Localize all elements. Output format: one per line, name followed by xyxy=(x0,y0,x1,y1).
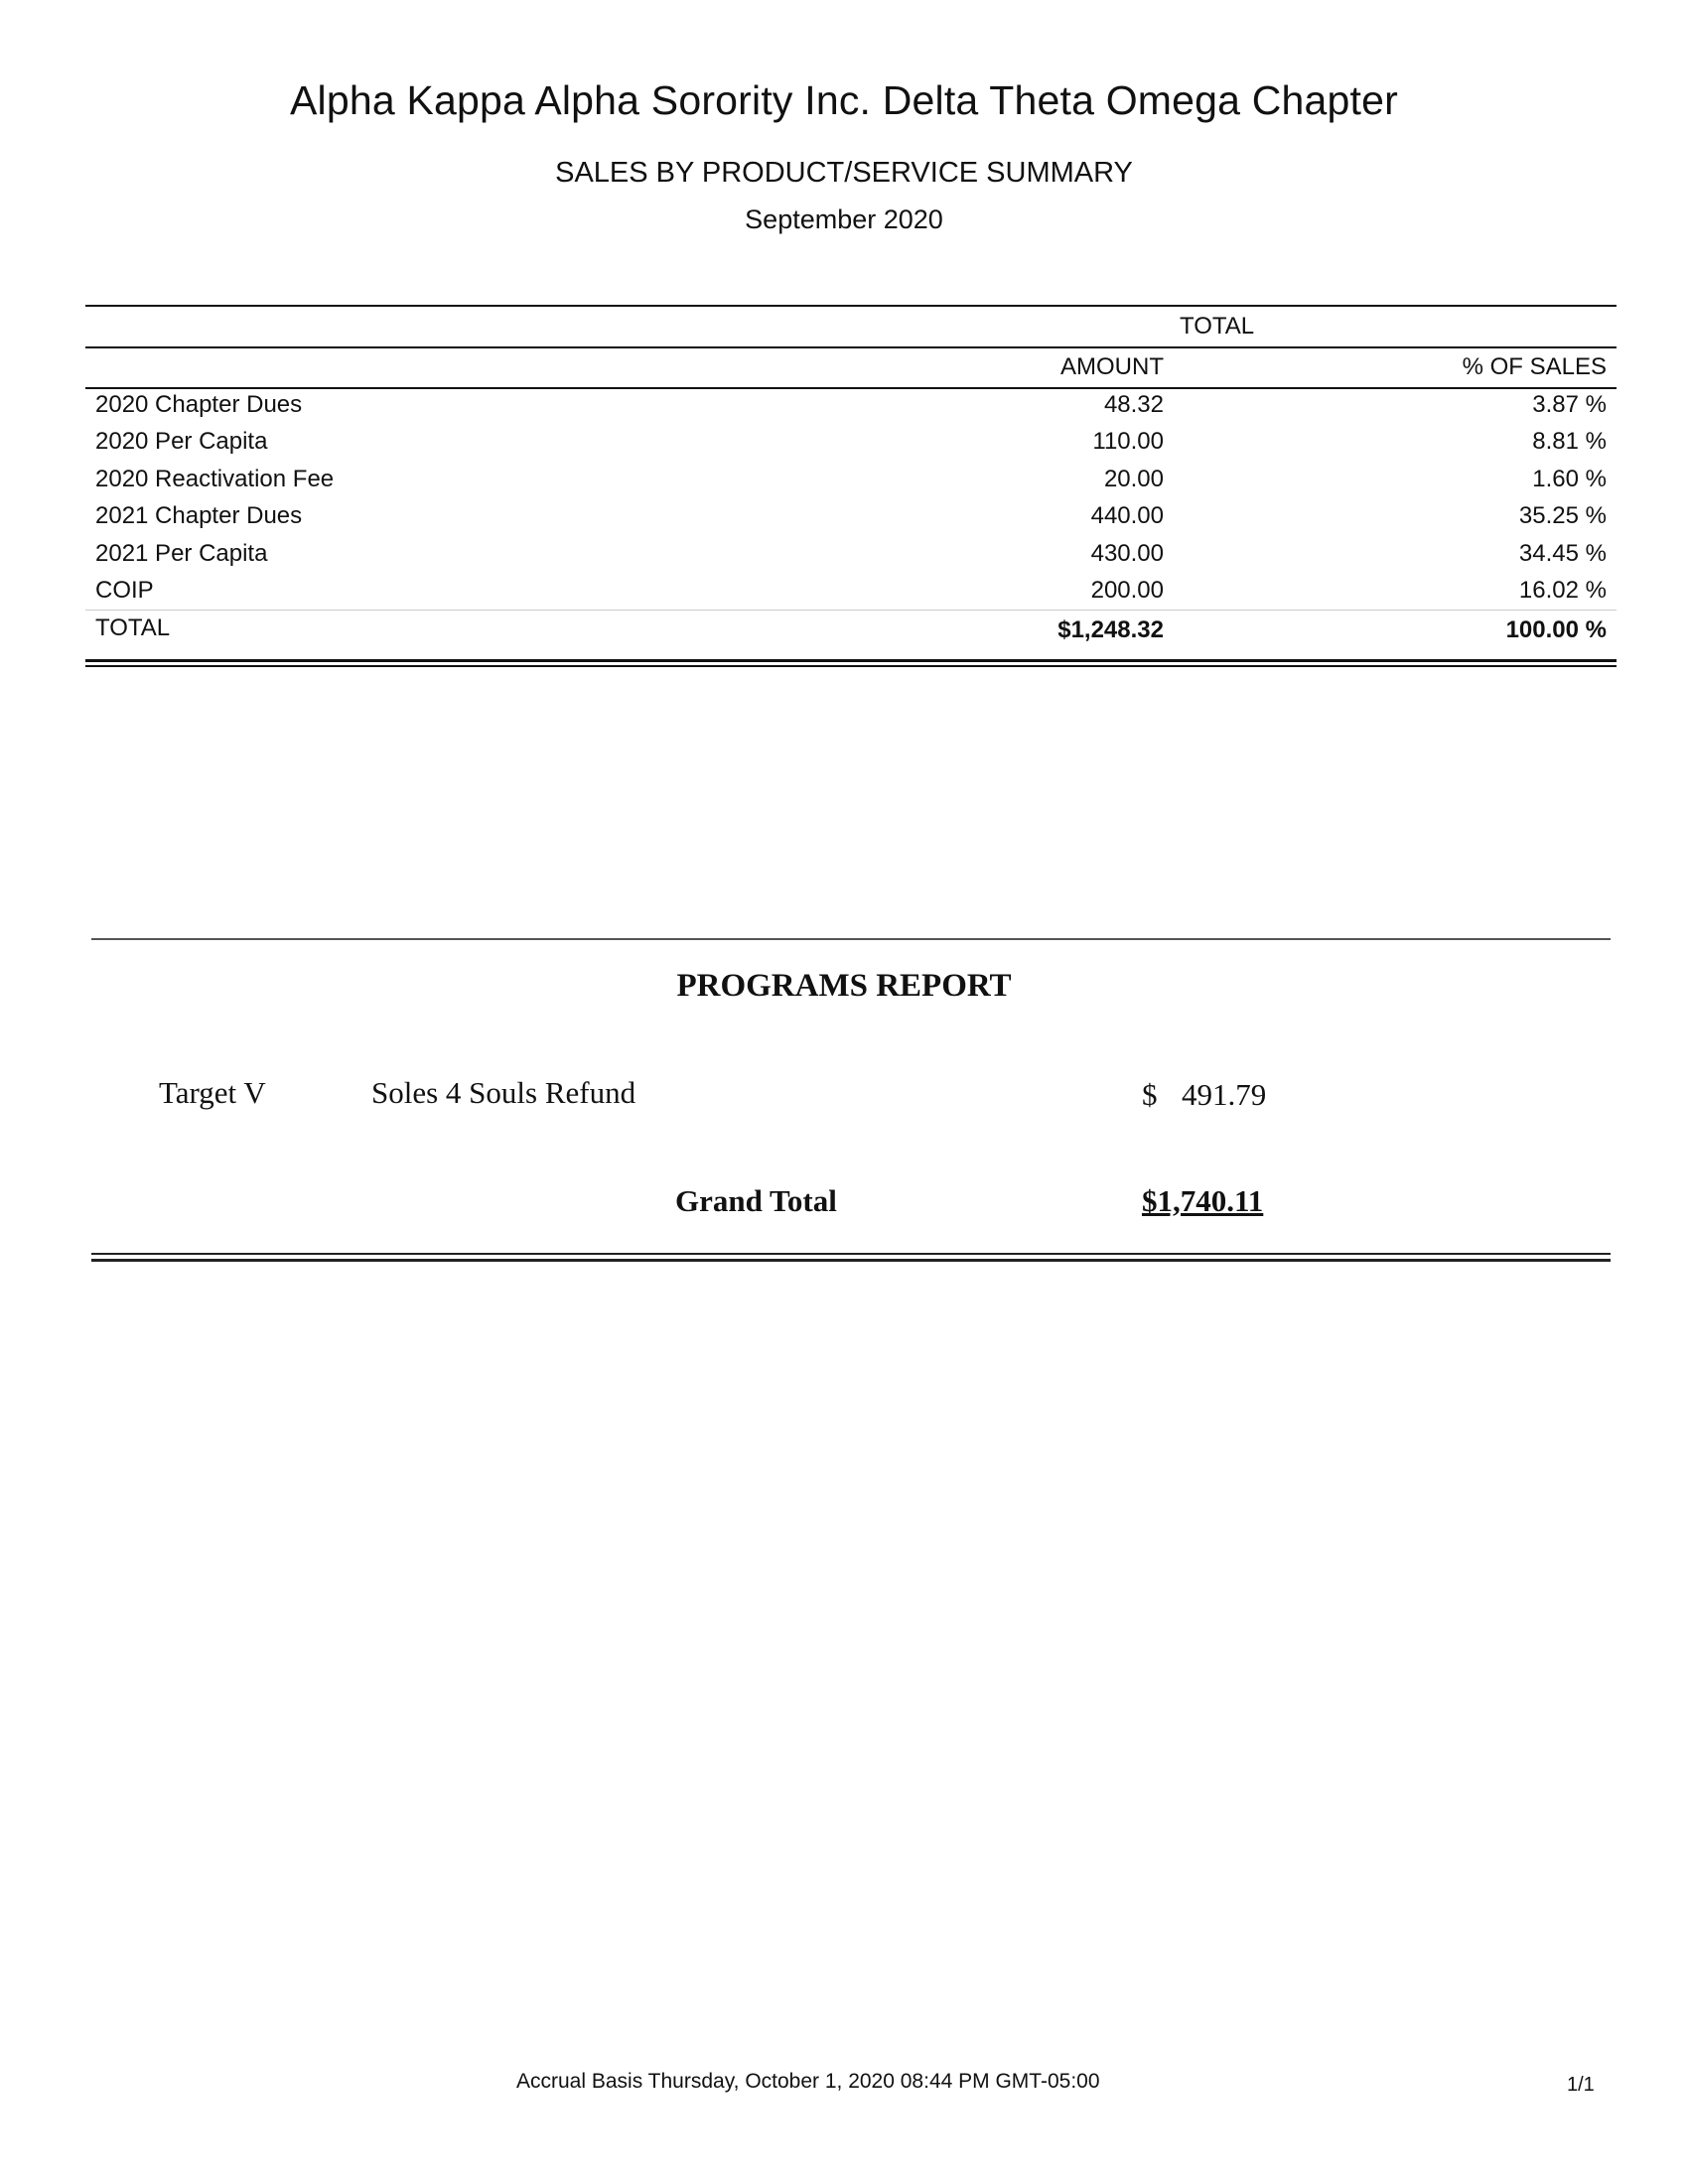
grand-total-value: $1,740.11 xyxy=(1142,1183,1264,1218)
row-pct: 1.60 % xyxy=(1532,466,1607,492)
program-description: Soles 4 Souls Refund xyxy=(371,1075,636,1110)
column-header-rule xyxy=(85,387,1617,389)
row-label: COIP xyxy=(95,577,154,604)
company-name: Alpha Kappa Alpha Sorority Inc. Delta Theta Omega Chapter xyxy=(289,77,1399,123)
total-separator xyxy=(85,610,1617,611)
total-double-rule xyxy=(85,659,1617,662)
programs-top-rule xyxy=(91,938,1611,940)
row-label: 2021 Chapter Dues xyxy=(95,502,303,529)
program-amount: 491.79 xyxy=(1182,1077,1267,1112)
header-rule xyxy=(85,346,1617,348)
programs-bottom-rule-lower xyxy=(91,1259,1611,1262)
group-header-total: TOTAL xyxy=(1180,313,1255,340)
program-currency: $ xyxy=(1142,1077,1158,1112)
row-label: 2021 Per Capita xyxy=(95,540,268,567)
row-amount: 20.00 xyxy=(1103,466,1164,492)
row-label: 2020 Per Capita xyxy=(95,428,268,455)
programs-bottom-rule xyxy=(91,1253,1611,1255)
row-amount: 430.00 xyxy=(1090,540,1164,567)
row-amount: 110.00 xyxy=(1092,428,1164,455)
row-pct: 8.81 % xyxy=(1532,428,1607,455)
row-pct: 16.02 % xyxy=(1518,577,1607,604)
column-header-pct: % OF SALES xyxy=(1462,353,1607,380)
total-pct: 100.00 % xyxy=(1505,616,1607,643)
program-category: Target V xyxy=(159,1075,266,1110)
row-label: 2020 Reactivation Fee xyxy=(95,466,335,492)
row-pct: 35.25 % xyxy=(1518,502,1607,529)
report-title: SALES BY PRODUCT/SERVICE SUMMARY xyxy=(555,157,1133,189)
row-amount: 48.32 xyxy=(1103,391,1164,418)
programs-title: PROGRAMS REPORT xyxy=(676,968,1012,1004)
row-amount: 200.00 xyxy=(1090,577,1164,604)
row-pct: 3.87 % xyxy=(1532,391,1607,418)
total-double-rule-lower xyxy=(85,665,1617,667)
report-period: September 2020 xyxy=(745,205,943,234)
row-amount: 440.00 xyxy=(1090,502,1164,529)
page-number: 1/1 xyxy=(1567,2074,1595,2096)
row-pct: 34.45 % xyxy=(1518,540,1607,567)
total-label: TOTAL xyxy=(95,614,171,641)
footer-basis: Accrual Basis Thursday, October 1, 2020 08:44 PM GMT-05:00 xyxy=(516,2070,1100,2093)
total-amount: $1,248.32 xyxy=(1057,616,1164,643)
table-top-rule xyxy=(85,305,1617,307)
column-header-amount: AMOUNT xyxy=(1060,353,1164,380)
grand-total-label: Grand Total xyxy=(675,1183,837,1218)
row-label: 2020 Chapter Dues xyxy=(95,391,303,418)
